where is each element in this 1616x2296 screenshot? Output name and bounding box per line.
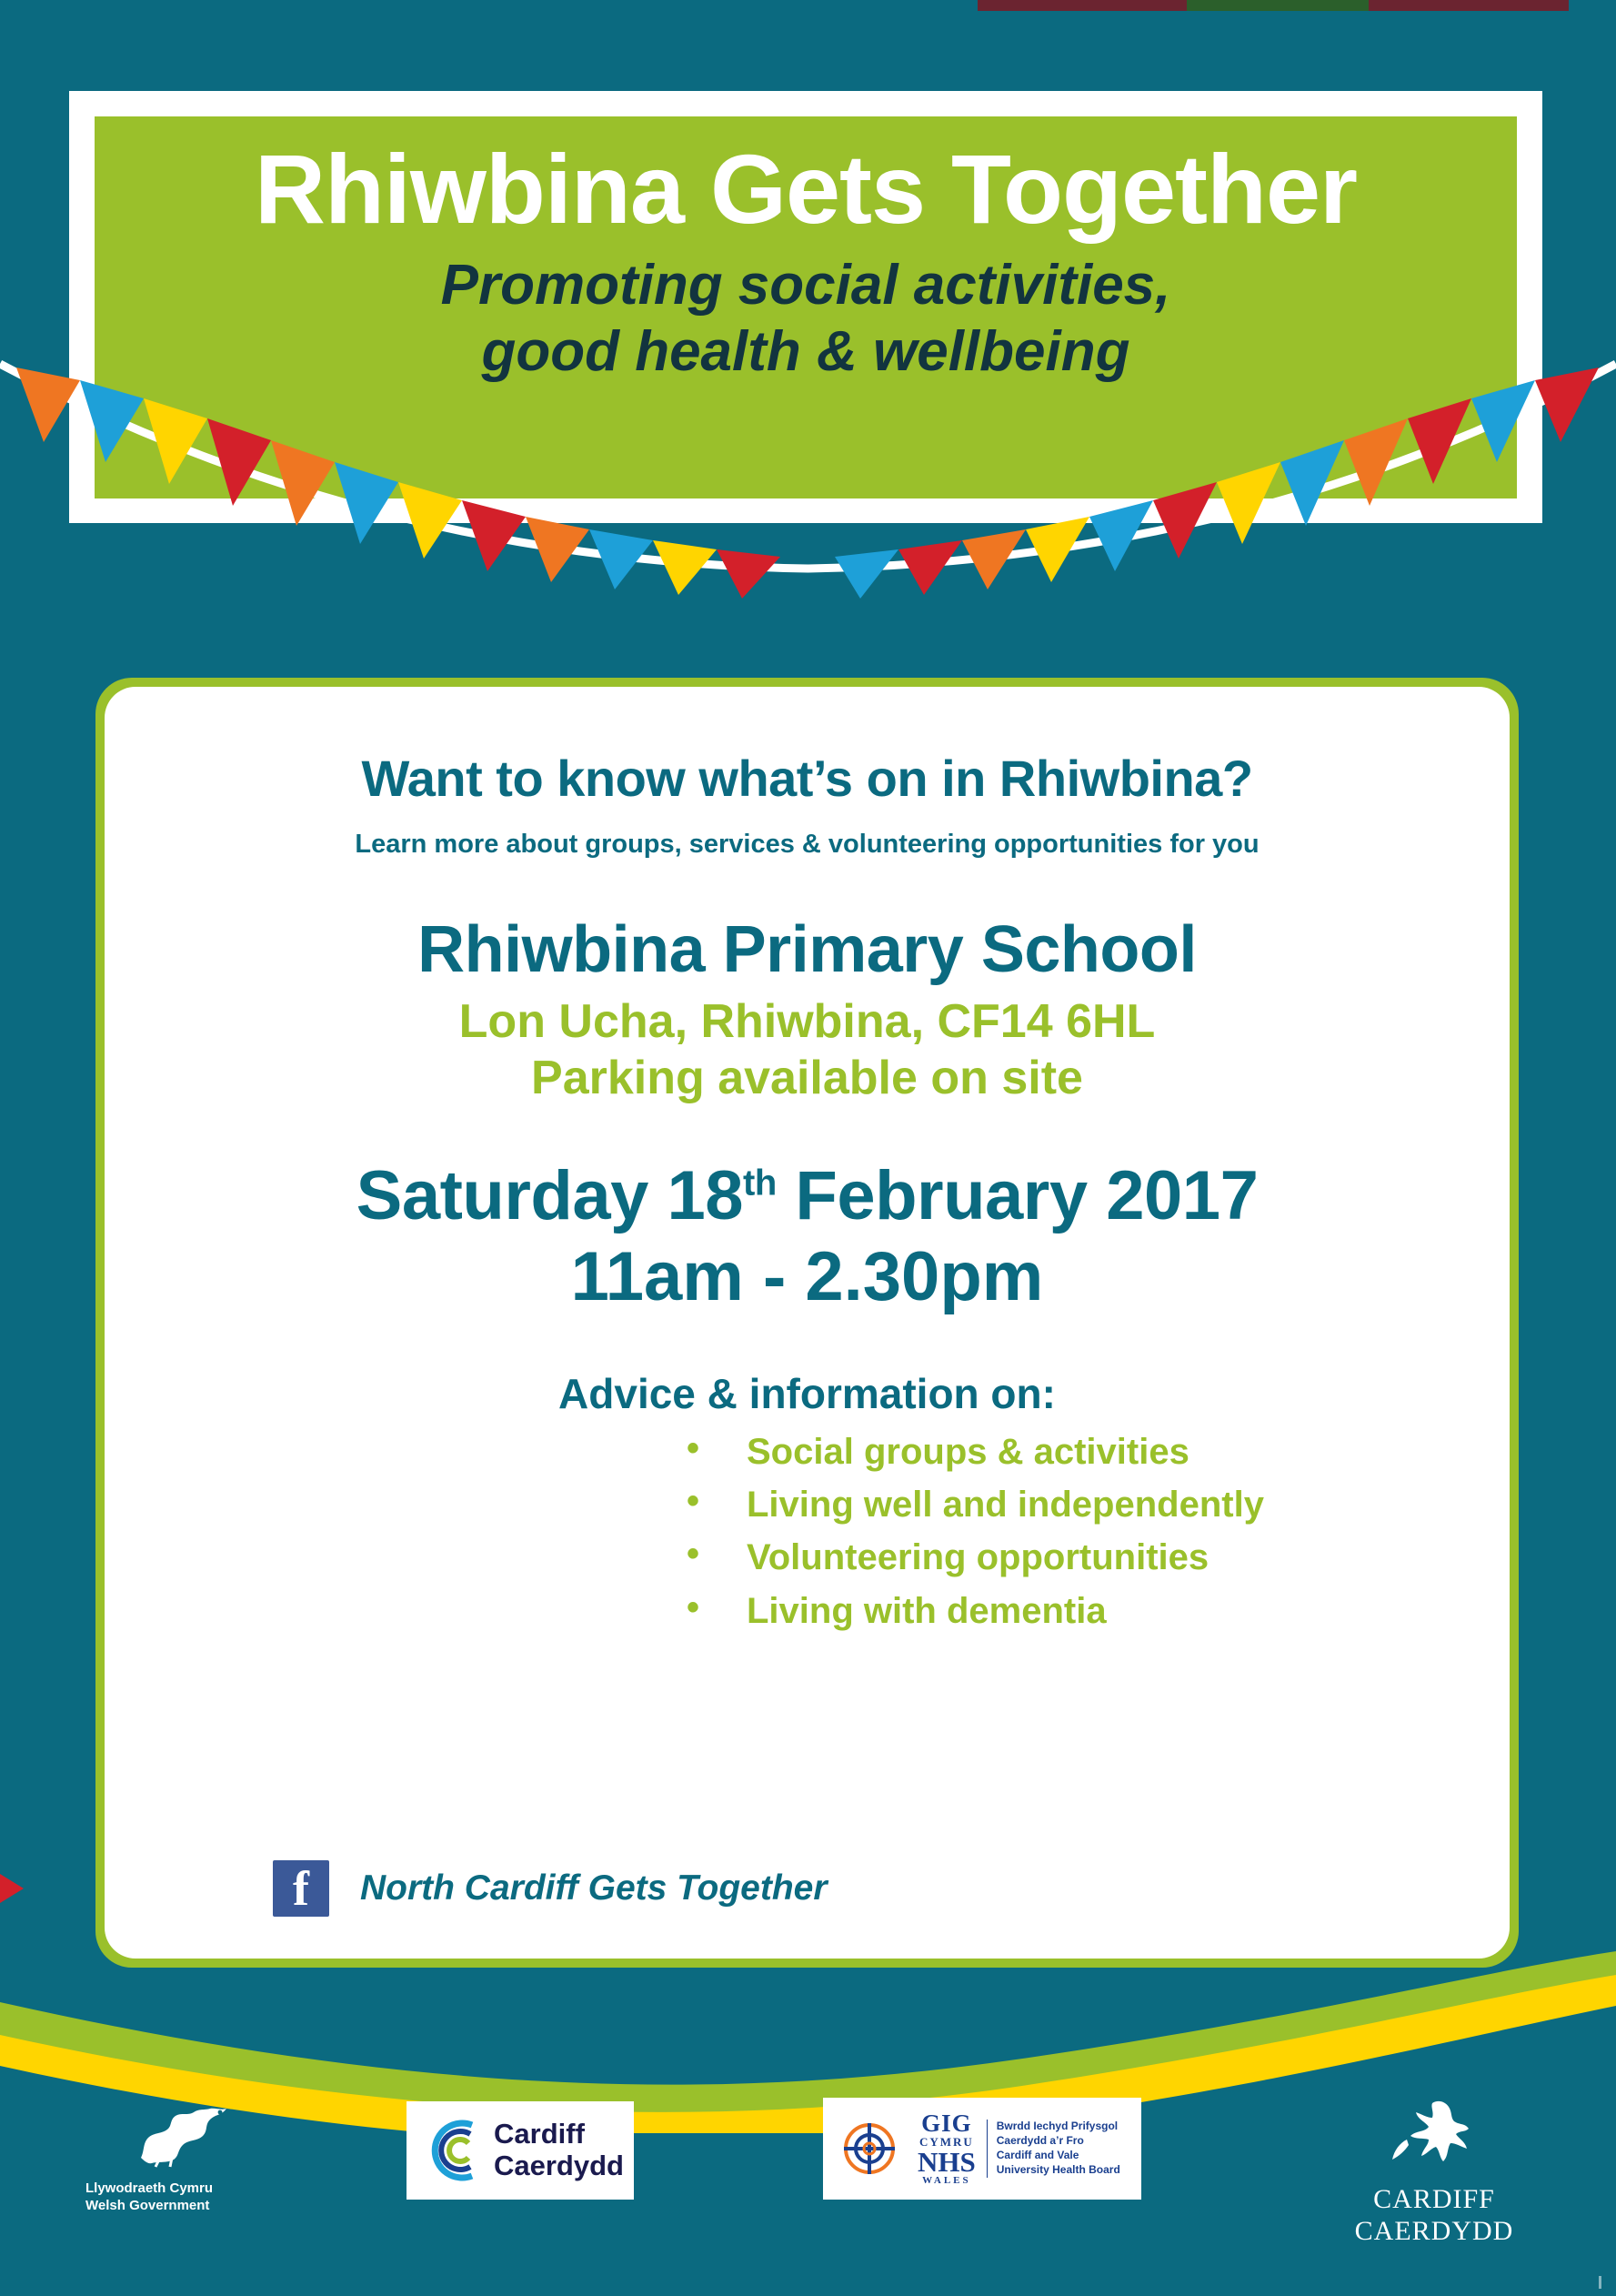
nhs-cymru-text: CYMRU: [918, 2135, 974, 2149]
cardiff-crest-icon: [1380, 2096, 1489, 2176]
page-title: Rhiwbina Gets Together: [254, 134, 1358, 244]
nhs-board-line-1: Bwrdd Iechyd Prifysgol: [996, 2120, 1119, 2133]
welsh-government-logo: [82, 2101, 291, 2215]
cardiff-crest-text: [1334, 2184, 1534, 2247]
cardiff-council-line-2: Caerdydd: [494, 2150, 624, 2181]
event-time: 11am - 2.30pm: [570, 1238, 1044, 1315]
advice-heading: Advice & information on:: [558, 1370, 1056, 1417]
content-card: [105, 687, 1510, 1959]
nhs-celtic-knot-icon: [834, 2112, 905, 2185]
venue-name: Rhiwbina Primary School: [417, 913, 1197, 986]
event-date-prefix: Saturday 18: [356, 1157, 744, 1234]
nhs-board-line-3: Cardiff and Vale: [996, 2149, 1079, 2161]
list-item: • Social groups & activities: [668, 1431, 1189, 1474]
header-green-panel: [95, 116, 1517, 498]
cardiff-council-line-1: Cardiff: [494, 2118, 585, 2150]
crop-mark-bottom-right: [1599, 2276, 1601, 2289]
cardiff-crest-logo: [1334, 2096, 1534, 2247]
advice-list: [159, 1431, 1455, 1643]
welsh-government-text: [82, 2180, 291, 2215]
question-subheading: Learn more about groups, services & volunteering opportunities for you: [355, 830, 1260, 859]
nhs-health-board-text: [987, 2120, 1120, 2178]
venue-parking-note: Parking available on site: [531, 1052, 1083, 1104]
welsh-government-line-1: Llywodraeth Cymru: [85, 2180, 214, 2196]
nhs-text: NHS: [918, 2146, 976, 2178]
event-date-ordinal: th: [743, 1163, 777, 1203]
nhs-gig-block: [918, 2111, 976, 2186]
cardiff-council-logo: [407, 2101, 634, 2200]
nhs-wales-logo: [823, 2098, 1141, 2200]
list-item: • Volunteering opportunities: [668, 1536, 1209, 1579]
cardiff-council-swirl-icon: [417, 2114, 485, 2187]
nhs-wales-text: WALES: [922, 2175, 971, 2186]
top-edge-artifact-green: [1187, 0, 1369, 11]
venue-address: Lon Ucha, Rhiwbina, CF14 6HL: [458, 995, 1156, 1048]
cardiff-council-text: [494, 2119, 624, 2181]
question-heading: Want to know what’s on in Rhiwbina?: [361, 750, 1253, 807]
welsh-government-line-2: Welsh Government: [85, 2197, 210, 2213]
list-item: • Living well and independently: [668, 1484, 1264, 1526]
subtitle-line-2: good health & wellbeing: [481, 319, 1130, 383]
page-subtitle: [441, 252, 1171, 385]
left-edge-bunting-fragment: [0, 1874, 24, 1903]
nhs-board-line-4: University Health Board: [996, 2162, 1120, 2176]
facebook-page-name: North Cardiff Gets Together: [360, 1868, 828, 1908]
event-date-suffix: February 2017: [776, 1157, 1259, 1234]
event-date: [159, 1156, 1455, 1235]
list-item: • Living with dementia: [668, 1590, 1107, 1633]
nhs-board-line-2: Caerdydd a’r Fro: [996, 2134, 1084, 2148]
welsh-dragon-icon: [132, 2101, 241, 2169]
nhs-gig-text: GIG: [921, 2110, 972, 2137]
crop-mark-top-right: [1606, 2, 1609, 18]
subtitle-line-1: Promoting social activities,: [440, 253, 1171, 317]
cardiff-crest-line-1: CARDIFF: [1373, 2184, 1495, 2214]
footer-logos: [0, 2083, 1616, 2296]
facebook-link[interactable]: [273, 1860, 828, 1917]
facebook-icon[interactable]: f: [273, 1860, 329, 1917]
cardiff-crest-line-2: CAERDYDD: [1354, 2215, 1514, 2246]
